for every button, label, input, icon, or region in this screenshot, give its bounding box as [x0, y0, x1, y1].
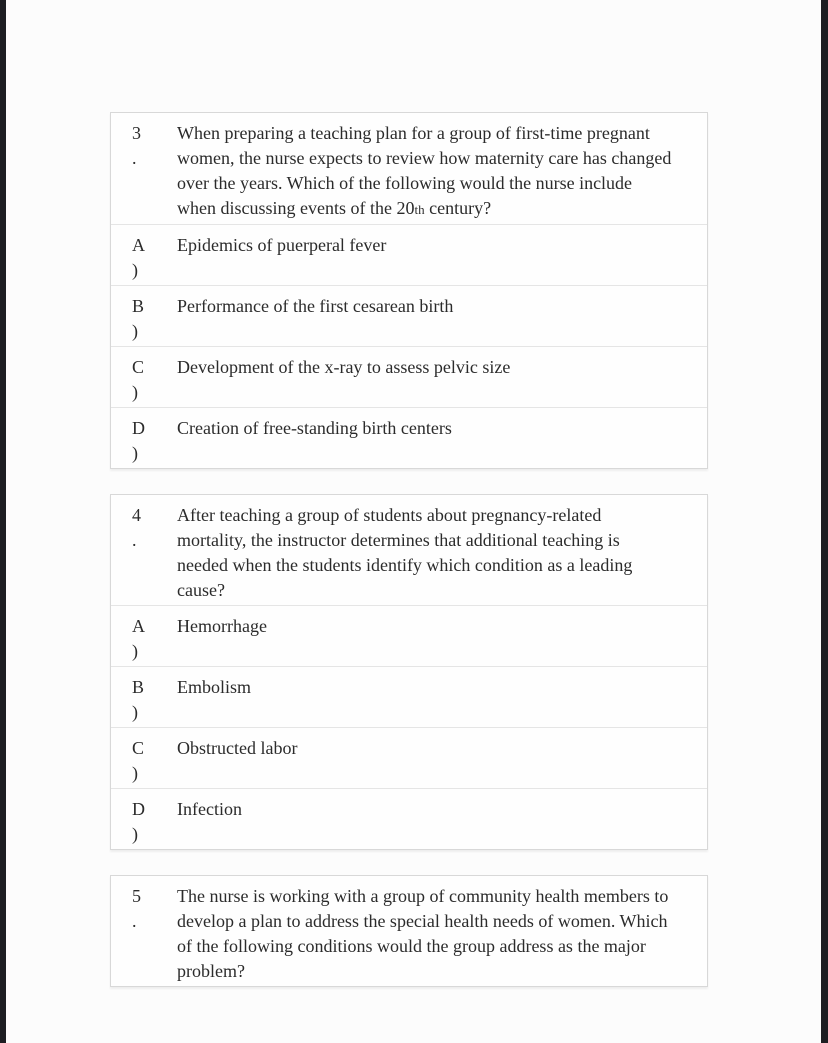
option-label: [111, 736, 177, 786]
option-text: Epidemics of puerperal fever: [177, 235, 387, 255]
option-letter: A: [132, 235, 145, 255]
option-paren: ): [132, 763, 138, 783]
option-paren: ): [132, 443, 138, 463]
question-text-part: century?: [424, 198, 492, 218]
option-letter: B: [132, 677, 145, 697]
option-row: [111, 407, 707, 468]
question-number-value: 4: [132, 505, 141, 525]
option-label: [111, 614, 177, 664]
option-letter: C: [132, 357, 145, 377]
option-letter: C: [132, 738, 145, 758]
question-text: [177, 121, 707, 222]
question-number: [111, 121, 177, 222]
option-text: Infection: [177, 799, 242, 819]
option-paren: ): [132, 702, 138, 722]
question-block-4: [110, 494, 708, 850]
option-label: [111, 416, 177, 466]
option-label: [111, 294, 177, 344]
option-row: [111, 727, 707, 788]
option-text: Hemorrhage: [177, 616, 267, 636]
option-paren: ): [132, 382, 138, 402]
option-paren: ): [132, 824, 138, 844]
option-text: Obstructed labor: [177, 738, 298, 758]
question-row: [111, 495, 707, 605]
question-text-part: When preparing a teaching plan for a group of first-time pregnant women, the nurse expects to review how maternity care has changed over the years. Which of the following would the nurse include when discussing events of the 20: [177, 123, 672, 218]
question-number: [111, 884, 177, 984]
option-letter: A: [132, 616, 145, 636]
option-paren: ): [132, 321, 138, 341]
option-label: [111, 675, 177, 725]
left-edge-bar: [0, 0, 6, 1043]
question-text: The nurse is working with a group of community health members to develop a plan to address the special health needs of women. Which of the following conditions would the group address as the major problem?: [177, 886, 669, 981]
question-row: [111, 876, 707, 986]
option-text: Creation of free-standing birth centers: [177, 418, 452, 438]
question-block-5: [110, 875, 708, 987]
option-label: [111, 797, 177, 847]
option-row: [111, 788, 707, 849]
option-row: [111, 346, 707, 407]
option-text: Development of the x-ray to assess pelvic size: [177, 357, 511, 377]
option-row: [111, 224, 707, 285]
option-paren: ): [132, 260, 138, 280]
option-letter: D: [132, 418, 145, 438]
question-number-period: .: [132, 911, 137, 931]
option-letter: B: [132, 296, 145, 316]
option-text: Performance of the first cesarean birth: [177, 296, 454, 316]
question-number-period: .: [132, 148, 137, 168]
question-row: [111, 113, 707, 224]
question-text: After teaching a group of students about pregnancy-related mortality, the instructor determines that additional teaching is needed when the students identify which condition as a leading cause?: [177, 505, 633, 600]
option-paren: ): [132, 641, 138, 661]
document-page: [110, 112, 708, 1012]
option-row: [111, 605, 707, 666]
right-edge-bar: [821, 0, 828, 1043]
option-letter: D: [132, 799, 145, 819]
option-text: Embolism: [177, 677, 252, 697]
option-label: [111, 233, 177, 283]
option-row: [111, 285, 707, 346]
question-number-value: 3: [132, 123, 141, 143]
question-text-ordinal: th: [414, 202, 425, 217]
question-number: [111, 503, 177, 603]
option-row: [111, 666, 707, 727]
question-number-value: 5: [132, 886, 141, 906]
question-number-period: .: [132, 530, 137, 550]
option-label: [111, 355, 177, 405]
question-block-3: [110, 112, 708, 469]
